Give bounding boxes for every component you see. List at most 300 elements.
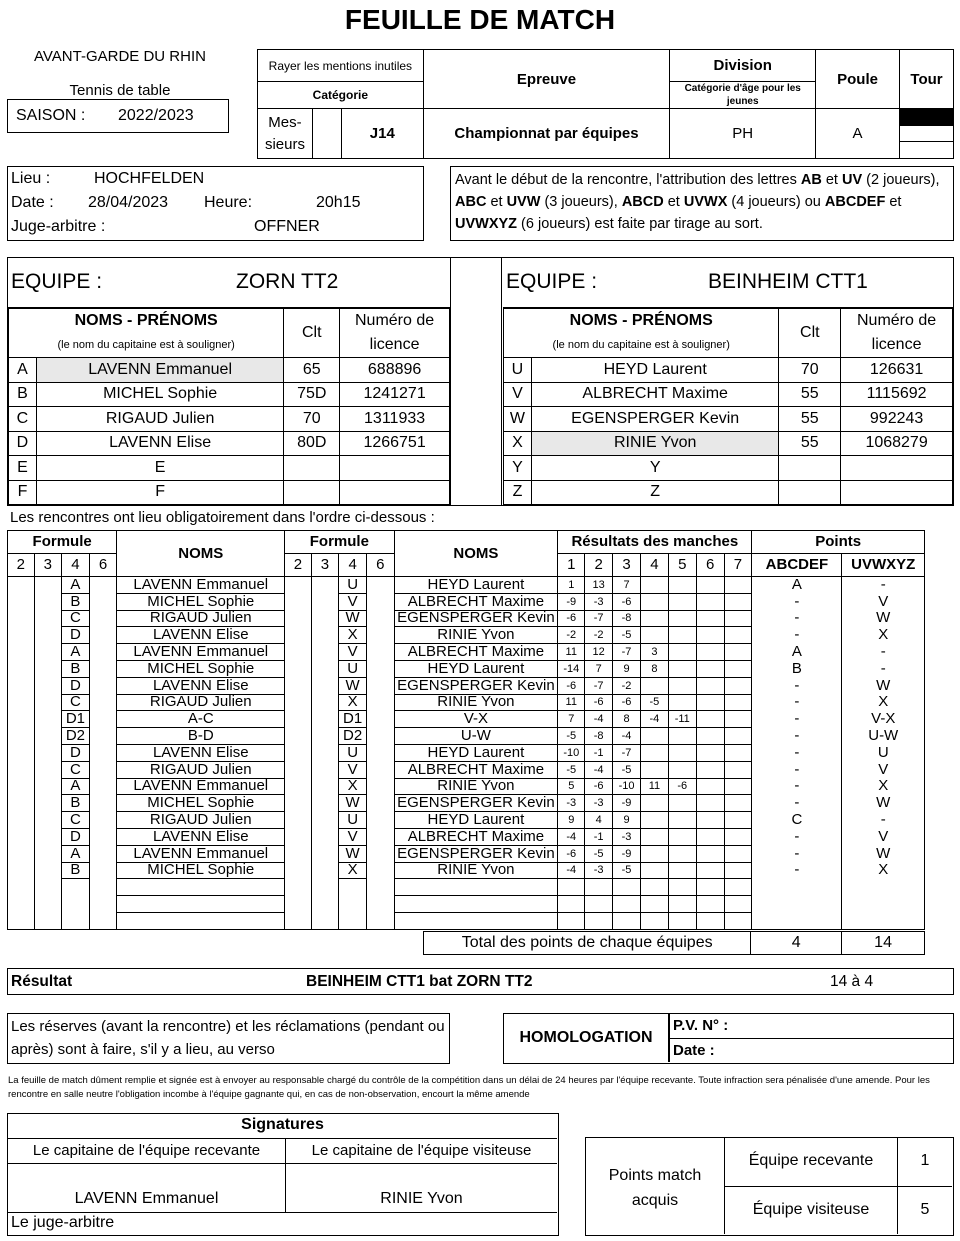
formule-2-cell	[285, 778, 312, 795]
formule-6-cell	[89, 660, 117, 677]
pm-hline	[724, 1186, 952, 1187]
manche-header: 2	[585, 554, 613, 577]
col-clt: Clt	[779, 309, 841, 358]
match-row	[8, 728, 925, 745]
formule-3-cell	[311, 879, 339, 896]
match-right-letter: U	[339, 744, 367, 761]
empty-cell	[312, 109, 341, 159]
formule-2-cell	[285, 744, 312, 761]
manche-score	[724, 795, 752, 812]
manche-score	[724, 627, 752, 644]
formule-6-cell	[89, 711, 117, 728]
formule-6-cell	[89, 896, 117, 913]
formule-3-cell	[34, 610, 62, 627]
f3-header: 3	[311, 554, 339, 577]
match-left-letter: A	[62, 778, 90, 795]
points-uvwxyz: X	[842, 694, 925, 711]
manche-score: -6	[613, 593, 641, 610]
points-abcdef: -	[752, 694, 842, 711]
manche-score	[724, 694, 752, 711]
points-match-label: Points match acquis	[608, 1167, 702, 1209]
player-clt: 65	[284, 358, 340, 383]
match-right-letter	[339, 879, 367, 896]
formule-3-cell	[311, 795, 339, 812]
f3-header: 3	[34, 554, 62, 577]
manche-score	[696, 795, 724, 812]
formule-6-cell	[89, 728, 117, 745]
manche-score: -7	[585, 610, 613, 627]
formule-3-cell	[34, 795, 62, 812]
manche-score	[724, 828, 752, 845]
match-left-letter: D	[62, 677, 90, 694]
manche-score	[696, 711, 724, 728]
manche-score: -4	[585, 711, 613, 728]
formule-2-cell	[285, 644, 312, 661]
formule-2-cell	[8, 660, 35, 677]
manche-score: -7	[585, 677, 613, 694]
team-right-name: BEINHEIM CTT1	[708, 270, 868, 293]
manche-score: -6	[558, 677, 585, 694]
formule-3-cell	[34, 862, 62, 879]
player-row	[9, 407, 450, 432]
player-clt	[284, 480, 340, 505]
resultats-header: Résultats des manches	[558, 531, 752, 554]
total-label: Total des points de chaque équipes	[424, 932, 751, 955]
manche-score	[724, 577, 752, 594]
manche-score	[696, 862, 724, 879]
formule-2-cell	[8, 577, 35, 594]
manche-score	[640, 593, 668, 610]
manche-score	[668, 845, 696, 862]
match-right-letter: D2	[339, 728, 367, 745]
points-abcdef: -	[752, 728, 842, 745]
formule-2-cell	[285, 660, 312, 677]
manche-score: -4	[640, 711, 668, 728]
manche-score	[724, 879, 752, 896]
formule-2-cell	[8, 694, 35, 711]
match-left-name: LAVENN Emmanuel	[117, 644, 285, 661]
match-left-name: LAVENN Elise	[117, 744, 285, 761]
formule-6-cell	[367, 845, 395, 862]
formule-3-cell	[34, 879, 62, 896]
match-right-letter: V	[339, 761, 367, 778]
formule-3-cell	[34, 694, 62, 711]
manche-score	[696, 644, 724, 661]
manche-score: 4	[585, 812, 613, 829]
formule-3-cell	[311, 577, 339, 594]
manche-score: 8	[613, 711, 641, 728]
f6-header: 6	[367, 554, 395, 577]
formule-3-cell	[311, 711, 339, 728]
player-row	[9, 431, 450, 456]
total-left: 4	[751, 932, 842, 955]
manche-score: 11	[640, 778, 668, 795]
f4-header: 4	[339, 554, 367, 577]
manche-score: -3	[613, 828, 641, 845]
match-left-letter: D	[62, 744, 90, 761]
manche-score	[724, 862, 752, 879]
points-abcdef	[752, 896, 842, 913]
formule-6-cell	[367, 795, 395, 812]
points-uvwxyz: W	[842, 677, 925, 694]
col-lic2: licence	[340, 333, 450, 358]
col-noms: NOMS - PRÉNOMS	[504, 309, 779, 334]
player-clt	[779, 456, 841, 481]
match-right-letter: U	[339, 660, 367, 677]
formule-3-cell	[311, 644, 339, 661]
formule-2-cell	[285, 862, 312, 879]
formule-2-cell	[285, 812, 312, 829]
points-header: Points	[752, 531, 925, 554]
formule-2-cell	[285, 845, 312, 862]
match-left-letter: D	[62, 828, 90, 845]
noms-left-header: NOMS	[117, 531, 285, 577]
match-row	[8, 660, 925, 677]
player-lic: 1115692	[841, 382, 953, 407]
lieu-box	[7, 166, 424, 241]
formule-2-cell	[8, 845, 35, 862]
manche-score: -3	[585, 862, 613, 879]
lieu-value: HOCHFELDEN	[94, 170, 205, 187]
ordre-note: Les rencontres ont lieu obligatoirement dans l'ordre ci-dessous :	[10, 509, 435, 526]
formule-3-cell	[34, 627, 62, 644]
match-left-letter: C	[62, 812, 90, 829]
footer-note: La feuille de match dûment remplie et signée est à envoyer au responsable chargé du contrôle de la compétition dans un délai de 24 heures par l'équipe recevante. Toute infraction sera pénalisée d'une amende. Pour les rencontre en salle neutre l'obligation incombe à l'équipe gagnante qui, en cas de non-observation, encourt la même amende	[8, 1075, 930, 1100]
formule-6-cell	[367, 677, 395, 694]
formule-6-cell	[89, 627, 117, 644]
abcdef-header: ABCDEF	[752, 554, 842, 577]
formule-2-cell	[285, 711, 312, 728]
points-abcdef: -	[752, 778, 842, 795]
tour-cell	[900, 109, 954, 159]
manche-score	[724, 912, 752, 929]
manche-score: 9	[613, 660, 641, 677]
formule-6-cell	[89, 694, 117, 711]
manche-score	[696, 828, 724, 845]
manche-score	[724, 778, 752, 795]
match-right-letter: U	[339, 812, 367, 829]
player-name: RINIE Yvon	[531, 431, 779, 456]
formule-2-cell	[8, 728, 35, 745]
formule-right-header: Formule	[285, 531, 394, 554]
manche-score	[696, 896, 724, 913]
pm-recevante: 1	[920, 1152, 930, 1169]
team-left-name: ZORN TT2	[236, 270, 339, 293]
formule-3-cell	[34, 812, 62, 829]
manche-score	[696, 577, 724, 594]
manche-score: -8	[585, 728, 613, 745]
manche-score	[668, 577, 696, 594]
formule-6-cell	[89, 879, 117, 896]
manche-score	[640, 610, 668, 627]
poule-label: Poule	[816, 50, 900, 109]
formule-3-cell	[311, 627, 339, 644]
points-uvwxyz: W	[842, 845, 925, 862]
uvwxyz-header: UVWXYZ	[842, 554, 925, 577]
manche-score	[640, 812, 668, 829]
formule-2-cell	[285, 627, 312, 644]
manche-score	[696, 761, 724, 778]
points-uvwxyz: U	[842, 744, 925, 761]
formule-3-cell	[34, 828, 62, 845]
manche-score	[640, 744, 668, 761]
formule-6-cell	[89, 912, 117, 929]
manche-score: -5	[558, 761, 585, 778]
team-left-header	[8, 258, 450, 308]
formule-3-cell	[311, 593, 339, 610]
formule-2-cell	[285, 879, 312, 896]
manche-score	[668, 862, 696, 879]
points-abcdef: C	[752, 812, 842, 829]
player-lic: 1241271	[340, 382, 450, 407]
formule-6-cell	[367, 812, 395, 829]
match-right-name: ALBRECHT Maxime	[394, 593, 558, 610]
formule-6-cell	[367, 778, 395, 795]
player-name: MICHEL Sophie	[36, 382, 283, 407]
manche-score: -4	[558, 828, 585, 845]
manche-score	[724, 610, 752, 627]
manche-score: -8	[613, 610, 641, 627]
formule-6-cell	[89, 778, 117, 795]
manche-score	[668, 912, 696, 929]
player-letter: W	[504, 407, 532, 432]
manche-score	[724, 677, 752, 694]
total-right: 14	[842, 932, 925, 955]
match-left-letter	[62, 879, 90, 896]
manche-score	[668, 644, 696, 661]
juge-label: Juge-arbitre :	[11, 218, 106, 235]
player-name: Z	[531, 480, 779, 505]
formule-3-cell	[311, 896, 339, 913]
manche-score	[696, 660, 724, 677]
tour-label: Tour	[900, 50, 954, 109]
team-left-equipe-label: EQUIPE :	[11, 270, 103, 293]
team-right-header	[503, 258, 953, 308]
formule-3-cell	[311, 845, 339, 862]
manche-score: -11	[668, 711, 696, 728]
manche-score: -6	[558, 610, 585, 627]
pm-visiteuse-label: Équipe visiteuse	[752, 1201, 870, 1218]
match-left-letter: B	[62, 593, 90, 610]
formule-3-cell	[311, 694, 339, 711]
points-abcdef: -	[752, 761, 842, 778]
sig-line3	[8, 1212, 557, 1213]
player-letter: U	[504, 358, 532, 383]
formule-2-cell	[8, 828, 35, 845]
points-match-box	[585, 1137, 954, 1236]
saison-box	[7, 99, 229, 133]
manche-score	[640, 912, 668, 929]
match-row	[8, 862, 925, 879]
match-right-letter: X	[339, 778, 367, 795]
player-clt: 70	[779, 358, 841, 383]
player-letter: D	[9, 431, 37, 456]
formule-6-cell	[367, 862, 395, 879]
manche-score	[558, 896, 585, 913]
player-lic: 992243	[841, 407, 953, 432]
match-row	[8, 896, 925, 913]
formule-6-cell	[89, 812, 117, 829]
points-abcdef: -	[752, 627, 842, 644]
formule-2-cell	[8, 744, 35, 761]
lieu-label: Lieu :	[11, 170, 51, 187]
points-abcdef: -	[752, 744, 842, 761]
manche-score	[668, 694, 696, 711]
manche-score: 11	[558, 644, 585, 661]
formule-3-cell	[311, 677, 339, 694]
player-clt: 55	[779, 407, 841, 432]
match-right-name: HEYD Laurent	[394, 577, 558, 594]
player-letter: C	[9, 407, 37, 432]
manche-score	[724, 744, 752, 761]
manche-score	[668, 879, 696, 896]
manche-score: -5	[640, 694, 668, 711]
formule-2-cell	[8, 778, 35, 795]
points-uvwxyz: W	[842, 610, 925, 627]
manche-score	[696, 677, 724, 694]
points-uvwxyz: V	[842, 593, 925, 610]
formule-2-cell	[285, 761, 312, 778]
match-row	[8, 828, 925, 845]
team-right-equipe-label: EQUIPE :	[506, 270, 598, 293]
player-clt	[284, 456, 340, 481]
division-value: PH	[670, 109, 816, 159]
manche-score	[724, 812, 752, 829]
match-right-name: HEYD Laurent	[394, 744, 558, 761]
manche-score: -9	[558, 593, 585, 610]
player-row	[9, 480, 450, 505]
player-lic: 1068279	[841, 431, 953, 456]
formule-6-cell	[367, 711, 395, 728]
manche-score: -5	[585, 845, 613, 862]
player-row	[504, 480, 953, 505]
manche-score: -6	[668, 778, 696, 795]
manche-score	[640, 627, 668, 644]
manche-score	[640, 879, 668, 896]
manche-score	[696, 694, 724, 711]
match-row	[8, 644, 925, 661]
manche-score	[696, 728, 724, 745]
match-left-letter: B	[62, 795, 90, 812]
manche-score: -4	[585, 761, 613, 778]
categorie-age-label: Catégorie d'âge pour les jeunes	[670, 82, 816, 109]
match-right-letter: X	[339, 627, 367, 644]
formule-3-cell	[311, 660, 339, 677]
manche-score: -6	[585, 694, 613, 711]
resultat-score: 14 à 4	[830, 973, 874, 990]
sig-recevante: LAVENN Emmanuel	[74, 1190, 219, 1207]
points-uvwxyz: -	[842, 660, 925, 677]
match-right-letter: V	[339, 644, 367, 661]
f6-header: 6	[89, 554, 117, 577]
match-right-name: EGENSPERGER Kevin	[394, 795, 558, 812]
tour-filled	[900, 109, 953, 126]
matches-table	[7, 530, 925, 930]
juge-value: OFFNER	[254, 218, 320, 235]
player-name: EGENSPERGER Kevin	[531, 407, 779, 432]
manche-score: -3	[585, 795, 613, 812]
match-right-letter: X	[339, 694, 367, 711]
player-lic: 1266751	[340, 431, 450, 456]
player-row	[504, 407, 953, 432]
formule-6-cell	[367, 879, 395, 896]
pm-visiteuse: 5	[920, 1201, 930, 1218]
noms-right-header: NOMS	[394, 531, 558, 577]
teams-divider	[450, 257, 502, 506]
formule-6-cell	[367, 577, 395, 594]
manche-score: -10	[613, 778, 641, 795]
formule-6-cell	[367, 610, 395, 627]
formule-2-cell	[8, 644, 35, 661]
player-name: ALBRECHT Maxime	[531, 382, 779, 407]
category-table	[257, 49, 954, 159]
formule-2-cell	[8, 677, 35, 694]
manche-score	[696, 744, 724, 761]
match-right-name: RINIE Yvon	[394, 694, 558, 711]
homologation-box	[503, 1013, 954, 1064]
match-right-name: U-W	[394, 728, 558, 745]
col-noms: NOMS - PRÉNOMS	[9, 309, 284, 334]
points-uvwxyz: X	[842, 627, 925, 644]
manche-score	[640, 862, 668, 879]
player-row	[504, 456, 953, 481]
player-name: RIGAUD Julien	[36, 407, 283, 432]
sig-visiteuse-label: Le capitaine de l'équipe visiteuse	[311, 1142, 532, 1159]
match-right-name: EGENSPERGER Kevin	[394, 610, 558, 627]
points-abcdef: -	[752, 795, 842, 812]
match-right-letter: V	[339, 593, 367, 610]
match-row	[8, 812, 925, 829]
formule-6-cell	[89, 577, 117, 594]
match-row	[8, 593, 925, 610]
formule-3-cell	[311, 912, 339, 929]
division-label: Division	[670, 50, 816, 82]
manche-score	[668, 728, 696, 745]
manche-score: 8	[640, 660, 668, 677]
match-left-name	[117, 879, 285, 896]
match-right-letter: U	[339, 577, 367, 594]
match-left-name: LAVENN Emmanuel	[117, 577, 285, 594]
player-clt: 70	[284, 407, 340, 432]
formule-6-cell	[367, 694, 395, 711]
formule-2-cell	[285, 795, 312, 812]
date-value: 28/04/2023	[88, 194, 169, 211]
formule-2-cell	[8, 812, 35, 829]
player-letter: Y	[504, 456, 532, 481]
manche-score	[724, 761, 752, 778]
sig-recevante-label: Le capitaine de l'équipe recevante	[32, 1142, 261, 1159]
manche-score	[668, 812, 696, 829]
match-left-name: MICHEL Sophie	[117, 862, 285, 879]
formule-6-cell	[89, 593, 117, 610]
match-right-letter: W	[339, 795, 367, 812]
manche-score	[668, 610, 696, 627]
heure-value: 20h15	[316, 194, 361, 211]
homologation-label: HOMOLOGATION	[519, 1029, 653, 1046]
match-row	[8, 879, 925, 896]
formule-2-cell	[8, 711, 35, 728]
points-abcdef: -	[752, 677, 842, 694]
categorie-label: Catégorie	[258, 82, 424, 109]
manche-header: 4	[640, 554, 668, 577]
manche-score: -6	[558, 845, 585, 862]
rayer-label: Rayer les mentions inutiles	[258, 50, 424, 82]
manche-score: -7	[613, 644, 641, 661]
formule-3-cell	[34, 677, 62, 694]
manche-score: 7	[613, 577, 641, 594]
match-left-letter: C	[62, 761, 90, 778]
formule-2-cell	[285, 694, 312, 711]
